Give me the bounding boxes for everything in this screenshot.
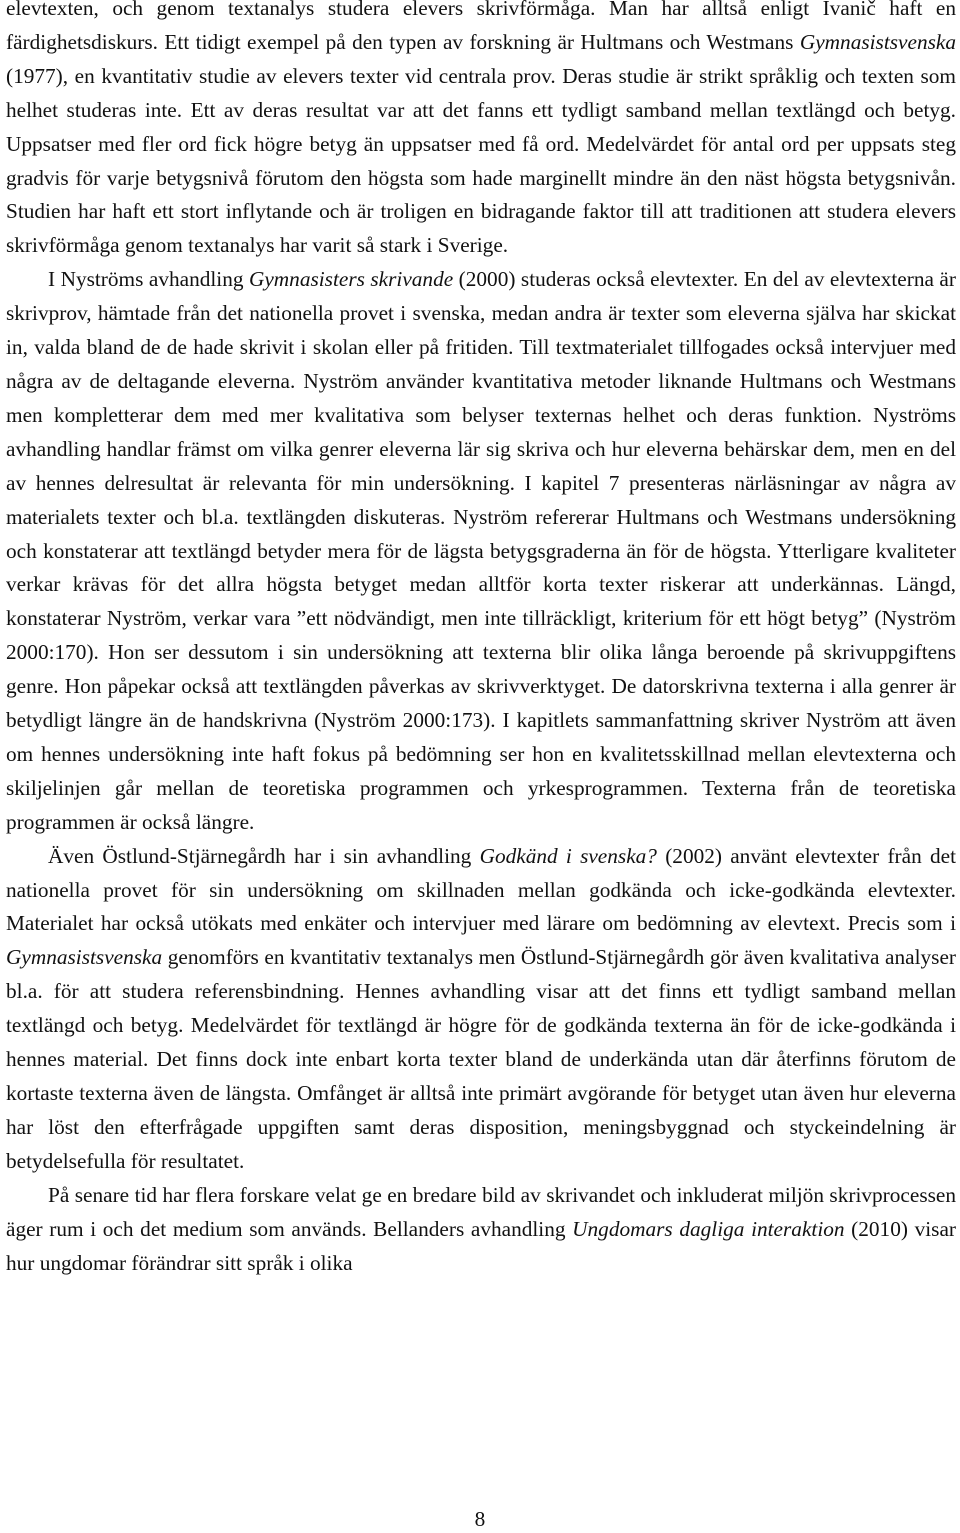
paragraph-1: [6, 0, 956, 263]
p3-text-1: Även Östlund-Stjärnegårdh har i sin avhandling: [48, 843, 480, 868]
p4-text-1: På senare tid har flera forskare velat ge en bredare bild av skrivandet och inkluderat miljön skrivprocessen äger rum i och det medium som används. Bellanders avhandling: [6, 1182, 956, 1241]
p2-text-1: I Nyströms avhandling: [48, 267, 249, 292]
p1-text-1: elevtexten, och genom textanalys studera elevers skrivförmåga. Man har alltså enligt Ivanič haft en färdighetsdiskurs. Ett tidigt exempel på den typen av forskning är Hultmans och Westmans: [6, 0, 956, 54]
p2-title-gymnasisters-skrivande: Gymnasisters skrivande: [248, 267, 454, 292]
p3-title-gymnasistsvenska: Gymnasistsvenska: [6, 945, 163, 970]
p2-text-2: (2000) studeras också elevtexter. En del av elevtexterna är skrivprov, hämtade från det nationella provet i svenska, medan andra är texter som eleverna själva har skickat in, valda bland de de hade skrivit i skolan eller på fritiden. Till textmaterialet tillfogades också intervjuer med några av de deltagande eleverna. Nyström använder kvantitativa metoder liknande Hultmans och Westmans men kompletterar dem med mer kvalitativa som belyser texternas helhet och deras funktion. Nyströms avhandling handlar främst om vilka genrer eleverna lär sig skriva och hur eleverna behärskar dem, men en del av hennes delresultat är relevanta för min undersökning. I kapitel 7 presenteras närläsningar av några av materialets texter och bl.a. textlängden diskuteras. Nyström refererar Hultmans och Westmans undersökning och konstaterar att textlängd betyder mera för de lägsta betygsgraderna än för de högsta. Ytterligare kvaliteter verkar krävas för det allra högsta betyget medan alltför korta texter riskerar att underkännas. Längd, konstaterar Nyström, verkar vara ”ett nödvändigt, men inte tillräckligt, kriterium för ett högt betyg” (Nyström 2000:170). Hon ser dessutom i sin undersökning att texterna blir olika långa beroende på skrivuppgiftens genre. Hon påpekar också att textlängden påverkas av skrivverktyget. De datorskrivna texterna i alla genrer är betydligt längre än de handskrivna (Nyström 2000:173). I kapitlets sammanfattning skriver Nyström att även om hennes undersökning inte haft fokus på bedömning ser hon en kvalitetsskillnad mellan elevtexterna och skiljelinjen går mellan de teoretiska programmen och yrkesprogrammen. Texterna från de teoretiska programmen är också längre.: [6, 267, 956, 834]
document-page: [6, 0, 956, 1280]
p4-title-ungdomars-dagliga-interaktion: Ungdomars dagliga interaktion: [572, 1216, 845, 1241]
p3-title-godkand-i-svenska: Godkänd i svenska?: [479, 843, 657, 868]
p3-text-3: genomförs en kvantitativ textanalys men Östlund-Stjärnegårdh gör även kvalitativa analyser bl.a. för att studera referensbindning. Hennes avhandling visar att det finns ett tydligt samband mellan textlängd och betyg. Medelvärdet för textlängd är högre för de godkända texterna än för de icke-godkända i hennes material. Det finns dock inte enbart korta texter bland de underkända utan där återfinns förutom de kortaste texterna även de längsta. Omfånget är alltså inte primärt avgörande för betyget utan även hur eleverna har löst den efterfrågade uppgiften samt deras disposition, meningsbyggnad och styckeindelning är betydelsefulla för resultatet.: [6, 945, 956, 1173]
p1-title-gymnasistsvenska: Gymnasistsvenska: [799, 29, 956, 54]
paragraph-4: [6, 1179, 956, 1281]
paragraph-3: [6, 840, 956, 1179]
p3-text-2: (2002) använt elevtexter från det nationella provet för sin undersökning om skillnaden mellan godkända och icke-godkända elevtexter. Materialet har också utökats med enkäter och intervjuer med lärare om bedömning av elevtext. Precis som i: [6, 843, 956, 936]
page-number: 8: [474, 1507, 486, 1531]
p4-text-2: (2010) visar hur ungdomar förändrar sitt språk i olika: [6, 1216, 956, 1275]
paragraph-2: [6, 263, 956, 839]
p1-text-2: (1977), en kvantitativ studie av elevers texter vid centrala prov. Deras studie är strikt språklig och texten som helhet studeras inte. Ett av deras resultat var att det fanns ett tydligt samband mellan textlängd och betyg. Uppsatser med fler ord fick högre betyg än uppsatser med få ord. Medelvärdet för antal ord per uppsats steg gradvis för varje betygsnivå förutom den högsta som hade marginellt mindre än den näst högsta betygsnivån. Studien har haft ett stort inflytande och är troligen en bidragande faktor till att traditionen att studera elevers skrivförmåga genom textanalys har varit så stark i Sverige.: [6, 63, 956, 258]
